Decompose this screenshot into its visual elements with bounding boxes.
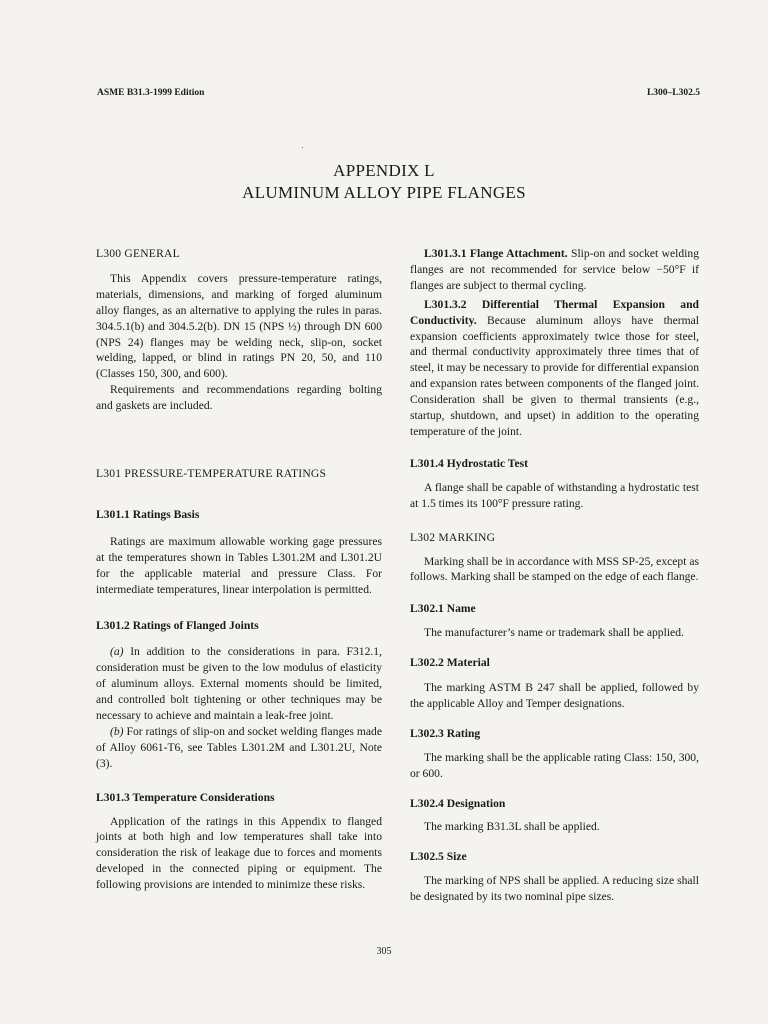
right-column	[410, 246, 699, 905]
appendix-label: APPENDIX L	[333, 161, 435, 180]
running-header-section-range: L300–L302.5	[646, 88, 700, 98]
section-heading-l300: L300 GENERAL	[96, 247, 180, 260]
paragraph-l301-1: Ratings are maximum allowable working gage pressures at the temperatures shown in Tables L301.2M and L301.2U for the applicable material and pressure Class. For intermediate temperatures, linear interpolation is permitted.	[96, 534, 382, 596]
item-label-b: (b)	[110, 724, 124, 738]
section-heading-l301: L301 PRESSURE-TEMPERATURE RATINGS	[96, 467, 327, 481]
paragraph-l302-5: The marking of NPS shall be applied. A reducing size shall be designated by its two nominal pipe sizes.	[410, 874, 699, 904]
subsection-heading-l302-3: L302.3 Rating	[410, 726, 481, 740]
paragraph-l300-bolting: Requirements and recommendations regarding bolting and gaskets are included.	[96, 383, 382, 413]
paragraph-l301-4: A flange shall be capable of withstanding a hydrostatic test at 1.5 times its 100°F pressure rating.	[410, 480, 699, 510]
paragraph-l302-2: The marking ASTM B 247 shall be applied, followed by the applicable Alloy and Temper designations.	[410, 681, 699, 710]
subsection-heading-l302-5: L302.5 Size	[410, 850, 467, 864]
runin-heading-l301-3-1: L301.3.1 Flange Attachment.	[424, 247, 568, 260]
runin-heading-l301-3-2: L301.3.2 Differential Thermal Expansion and Conductivity.	[410, 297, 699, 327]
left-column	[96, 246, 382, 893]
paragraph-l300-scope: This Appendix covers pressure-temperature ratings, materials, dimensions, and marking of forged aluminum alloy flanges, as an alternative to applying the rules in paras. 304.5.1(b) and 304.5.2(b). DN 15 (NPS ½) through DN 600 (NPS 24) flanges may be welding neck, slip-on, socket welding, lapped, or blind in ratings PN 20, 50, and 110 (Classes 150, 300, and 600).	[96, 271, 382, 381]
item-text-b: For ratings of slip-on and socket welding flanges made of Alloy 6061-T6, see Tables L301.2M and L301.2U, Note (3).	[96, 724, 382, 770]
appendix-title: ALUMINUM ALLOY PIPE FLANGES	[242, 183, 526, 202]
paragraph-l301-3-2	[410, 297, 699, 440]
text-l301-3-2: Because aluminum alloys have thermal expansion coefficients approximately twice those for steel, and thermal conductivity approximately three times that of steel, it may be necessary to provide for differential expansion and expansion rates between components of the flanged joint. Consideration shall be given to thermal transients (e.g., startup, shutdown, and upset) in addition to the operating temperature of the joint.	[410, 313, 699, 438]
subsection-heading-l302-4: L302.4 Designation	[410, 796, 506, 810]
page-title	[0, 160, 768, 204]
subsection-heading-l301-4: L301.4 Hydrostatic Test	[410, 456, 528, 470]
subsection-heading-l301-2: L301.2 Ratings of Flanged Joints	[96, 618, 259, 632]
scan-speck	[302, 147, 303, 148]
paragraph-l301-3-1	[410, 246, 699, 294]
subsection-heading-l302-1: L302.1 Name	[410, 602, 476, 616]
paragraph-l301-2-a	[96, 644, 382, 724]
subsection-heading-l301-3: L301.3 Temperature Considerations	[96, 790, 275, 804]
paragraph-l301-3: Application of the ratings in this Appendix to flanged joints at both high and low temperatures shall take into consideration the risk of leakage due to forces and moments developed in the connected piping or equipment. The following provisions are intended to minimize these risks.	[96, 814, 382, 892]
paragraph-l302-3: The marking shall be the applicable rating Class: 150, 300, or 600.	[410, 750, 699, 780]
paragraph-l302-1: The manufacturer’s name or trademark shall be applied.	[424, 626, 684, 640]
text-l301-3-1: Slip-on and socket welding flanges are not recommended for service below −50°F if flanges are subject to thermal cycling.	[410, 247, 699, 292]
item-label-a: (a)	[110, 645, 124, 659]
paragraph-l302: Marking shall be in accordance with MSS SP-25, except as follows. Marking shall be stamped on the edge of each flange.	[410, 554, 699, 584]
subsection-heading-l301-1: L301.1 Ratings Basis	[96, 507, 200, 521]
item-text-a: In addition to the considerations in para. F312.1, consideration must be given to the low modulus of elasticity of aluminum alloys. External moments should be limited, and controlled bolt tightening or other techniques may be necessary to achieve and maintain a leak-free joint.	[96, 645, 382, 723]
paragraph-l302-4: The marking B31.3L shall be applied.	[424, 820, 600, 834]
running-header-edition: ASME B31.3-1999 Edition	[97, 88, 205, 98]
subsection-heading-l302-2: L302.2 Material	[410, 656, 490, 670]
section-heading-l302: L302 MARKING	[410, 530, 496, 544]
paragraph-l301-2-b	[96, 724, 382, 772]
page-number: 305	[376, 946, 392, 957]
